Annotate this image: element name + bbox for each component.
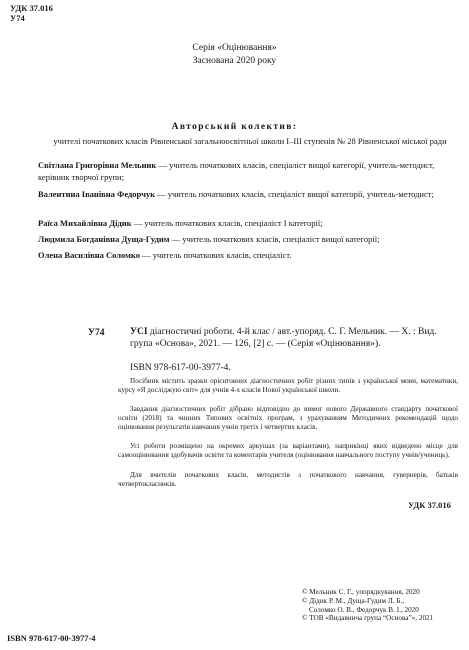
author-name: Валентина Іванівна Федорчук <box>38 189 156 199</box>
abstract-paragraph: Завдання діагностичних робіт дібрано відповідно до вимог нового Державного стандарту початкової освіти (2018) та чинних Типових освітніх програм, з урахуванням Методичних рекомендацій щодо оцінювання результатів навчання учнів третіх і четвертих класів. <box>118 405 458 431</box>
author-entry <box>38 160 448 183</box>
author-desc: — учитель початкових класів, спеціаліст вищої категорії, учитель-методист; <box>155 189 434 199</box>
author-name: Олена Василівна Соломко <box>38 250 140 260</box>
copyright-block <box>302 588 467 623</box>
author-name: Раїса Михайлівна Дідик <box>38 218 132 228</box>
udk-footer: УДК 37.016 <box>408 500 451 510</box>
isbn-footer: ISBN 978-617-00-3977-4 <box>7 633 96 643</box>
series-block <box>0 42 469 68</box>
author-desc: — учитель початкових класів, спеціаліст вищої категорії; <box>169 234 380 244</box>
author-entry <box>38 250 448 262</box>
author-desc: — учитель початкових класів, спеціаліст. <box>139 250 292 260</box>
author-entry <box>38 189 448 201</box>
bibliography-title: УСІ <box>130 327 148 337</box>
copyright-line: © ТОВ «Видавнича група “Основа”», 2021 <box>302 614 434 623</box>
copyright-line: Соломко О. В., Федорчук В. І., 2020 <box>309 605 419 614</box>
author-name: Людмила Богданівна Дуща-Гудим <box>38 234 170 244</box>
abstract-paragraph: Усі роботи розміщено на окремих аркушах (за варіантами), наприкінці яких відведено місце для самооцінювання здобувачів освіти та коментарів учителя (оцінювання навчального поступу учнів/учениць). <box>118 442 458 459</box>
author-desc: — учитель початкових класів, спеціаліст вищої категорії, учитель-методист, керівник творчої групи; <box>38 160 435 182</box>
authors-heading: Авторський колектив: <box>171 122 298 132</box>
book-code: У74 <box>10 13 25 23</box>
abstract-paragraph: Посібник містить зразки орієнтовних діагностичних робіт різних типів з української мови, математики, курсу «Я досліджую світ» для учнів 4-х класів Нової української школи. <box>118 377 458 394</box>
author-name: Світлана Григорівна Мельник <box>38 160 157 170</box>
copyright-line: © Мельник С. Г., упорядкування, 2020 <box>302 588 420 596</box>
udk-header <box>10 3 53 23</box>
bibliography-isbn: ISBN 978-617-00-3977-4. <box>130 363 231 373</box>
abstract-paragraph: Для вчителів початкових класів, методистів з початкового навчання, гувернерів, батьків четвертокласників. <box>118 471 458 488</box>
authors-intro: учителі початкових класів Рівненської загальноосвітньої школи І–ІІІ ступенів № 28 Рівненської міської ради <box>53 136 447 146</box>
bibliography-entry <box>130 326 460 350</box>
copyright-line: © Дідик Р. М., Дуща-Гудим Л. Б., <box>302 596 405 605</box>
author-entry <box>38 234 448 246</box>
bibliography-code: У74 <box>88 328 105 338</box>
series-founded: Заснована 2020 року <box>192 56 277 66</box>
bibliography-details: діагностичні роботи. 4-й клас / авт.-упоряд. С. Г. Мельник. — Х. : Вид. група «Основа», 2021. — 126, [2] с. — (Серія «Оцінювання»). <box>130 327 437 349</box>
udk-code: УДК 37.016 <box>10 3 53 13</box>
series-name: Серія «Оцінювання» <box>192 43 277 53</box>
author-desc: — учитель початкових класів, спеціаліст І категорії; <box>131 218 323 228</box>
author-entry <box>38 218 448 230</box>
